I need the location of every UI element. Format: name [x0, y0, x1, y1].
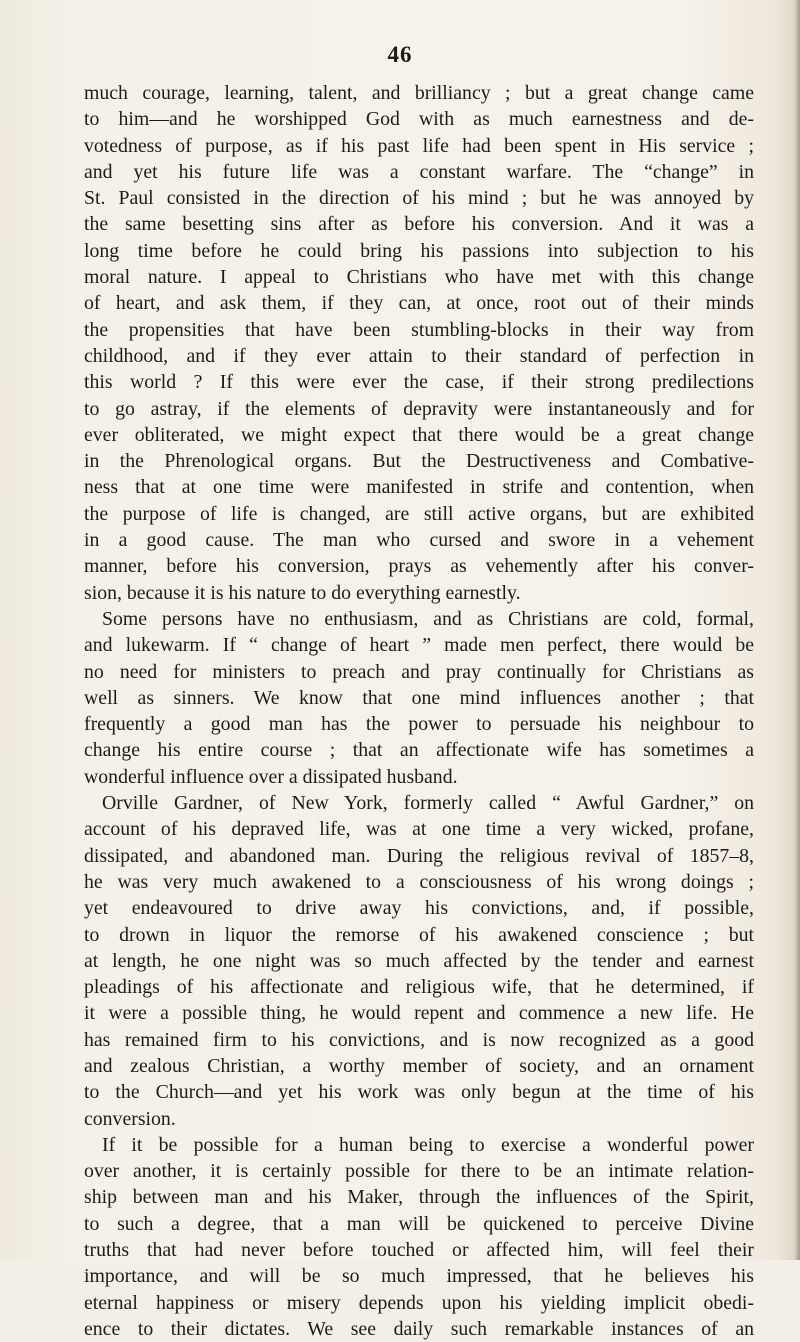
text-line: the purpose of life is changed, are still active organs, but are exhibited	[84, 502, 754, 525]
text-line: much courage, learning, talent, and brilliancy ; but a great change came	[84, 82, 754, 104]
text-line: If it be possible for a human being to exercise a wonderful power	[102, 1133, 754, 1156]
text-line: of heart, and ask them, if they can, at once, root out of their minds	[84, 292, 754, 315]
text-line: pleadings of his affectionate and religious wife, that he determined, if	[84, 976, 754, 999]
text-line: has remained firm to his convictions, and is now recognized as a good	[84, 1028, 754, 1051]
text-line: long time before he could bring his passions into subjection to his	[84, 239, 754, 262]
text-line: truths that had never before touched or affected him, will feel their	[84, 1239, 754, 1262]
text-line: to go astray, if the elements of depravity were instantaneously and for	[84, 397, 754, 420]
text-line: ever obliterated, we might expect that there would be a great change	[84, 423, 754, 446]
text-line: over another, it is certainly possible for there to be an intimate relation-	[84, 1160, 754, 1183]
text-line: votedness of purpose, as if his past life had been spent in His service ;	[84, 134, 754, 157]
text-line: to drown in liquor the remorse of his awakened conscience ; but	[84, 923, 754, 946]
text-line: no need for ministers to preach and pray continually for Christians as	[84, 660, 754, 683]
text-line: wonderful influence over a dissipated husband.	[84, 765, 458, 788]
text-line: well as sinners. We know that one mind influences another ; that	[84, 686, 754, 709]
text-line: in a good cause. The man who cursed and swore in a vehement	[84, 529, 754, 552]
text-line: it were a possible thing, he would repent and commence a new life. He	[84, 1002, 754, 1025]
text-line: the same besetting sins after as before his conversion. And it was a	[84, 213, 754, 236]
text-line: ness that at one time were manifested in strife and contention, when	[84, 476, 754, 499]
text-line: at length, he one night was so much affected by the tender and earnest	[84, 949, 754, 972]
text-line: dissipated, and abandoned man. During the religious revival of 1857–8,	[84, 844, 754, 867]
text-line: St. Paul consisted in the direction of his mind ; but he was annoyed by	[84, 187, 754, 210]
text-line: Orville Gardner, of New York, formerly called “ Awful Gardner,” on	[102, 792, 754, 815]
text-line: manner, before his conversion, prays as vehemently after his conver-	[84, 555, 754, 578]
body-text	[84, 80, 754, 1342]
text-line: moral nature. I appeal to Christians who have met with this change	[84, 266, 754, 289]
text-line: conversion.	[84, 1107, 176, 1130]
text-line: and lukewarm. If “ change of heart ” made men perfect, there would be	[84, 634, 754, 657]
text-line: to him—and he worshipped God with as much earnestness and de-	[84, 108, 754, 131]
text-line: in the Phrenological organs. But the Destructiveness and Combative-	[84, 450, 754, 473]
text-line: eternal happiness or misery depends upon his yielding implicit obedi-	[84, 1291, 754, 1314]
text-line: sion, because it is his nature to do everything earnestly.	[84, 581, 521, 604]
text-line: Some persons have no enthusiasm, and as Christians are cold, formal,	[102, 607, 754, 630]
text-line: the propensities that have been stumbling-blocks in their way from	[84, 318, 754, 341]
text-line: and zealous Christian, a worthy member of society, and an ornament	[84, 1054, 754, 1077]
text-line: childhood, and if they ever attain to their standard of perfection in	[84, 344, 754, 367]
text-line: frequently a good man has the power to persuade his neighbour to	[84, 713, 754, 736]
text-line: to the Church—and yet his work was only begun at the time of his	[84, 1081, 754, 1104]
page-number: 46	[387, 42, 413, 67]
text-line: account of his depraved life, was at one time a very wicked, profane,	[84, 818, 754, 841]
text-line: and yet his future life was a constant warfare. The “change” in	[84, 160, 754, 183]
page-edge-shadow	[794, 0, 800, 1260]
text-line: ship between man and his Maker, through the influences of the Spirit,	[84, 1186, 754, 1209]
text-line: importance, and will be so much impressed, that he believes his	[84, 1265, 754, 1288]
text-line: yet endeavoured to drive away his convictions, and, if possible,	[84, 897, 754, 920]
text-line: change his entire course ; that an affectionate wife has sometimes a	[84, 739, 754, 762]
text-line: he was very much awakened to a consciousness of his wrong doings ;	[84, 870, 754, 893]
text-line: ence to their dictates. We see daily such remarkable instances of an	[84, 1317, 754, 1340]
text-line: this world ? If this were ever the case, if their strong predilections	[84, 371, 754, 394]
text-line: to such a degree, that a man will be quickened to perceive Divine	[84, 1212, 754, 1235]
